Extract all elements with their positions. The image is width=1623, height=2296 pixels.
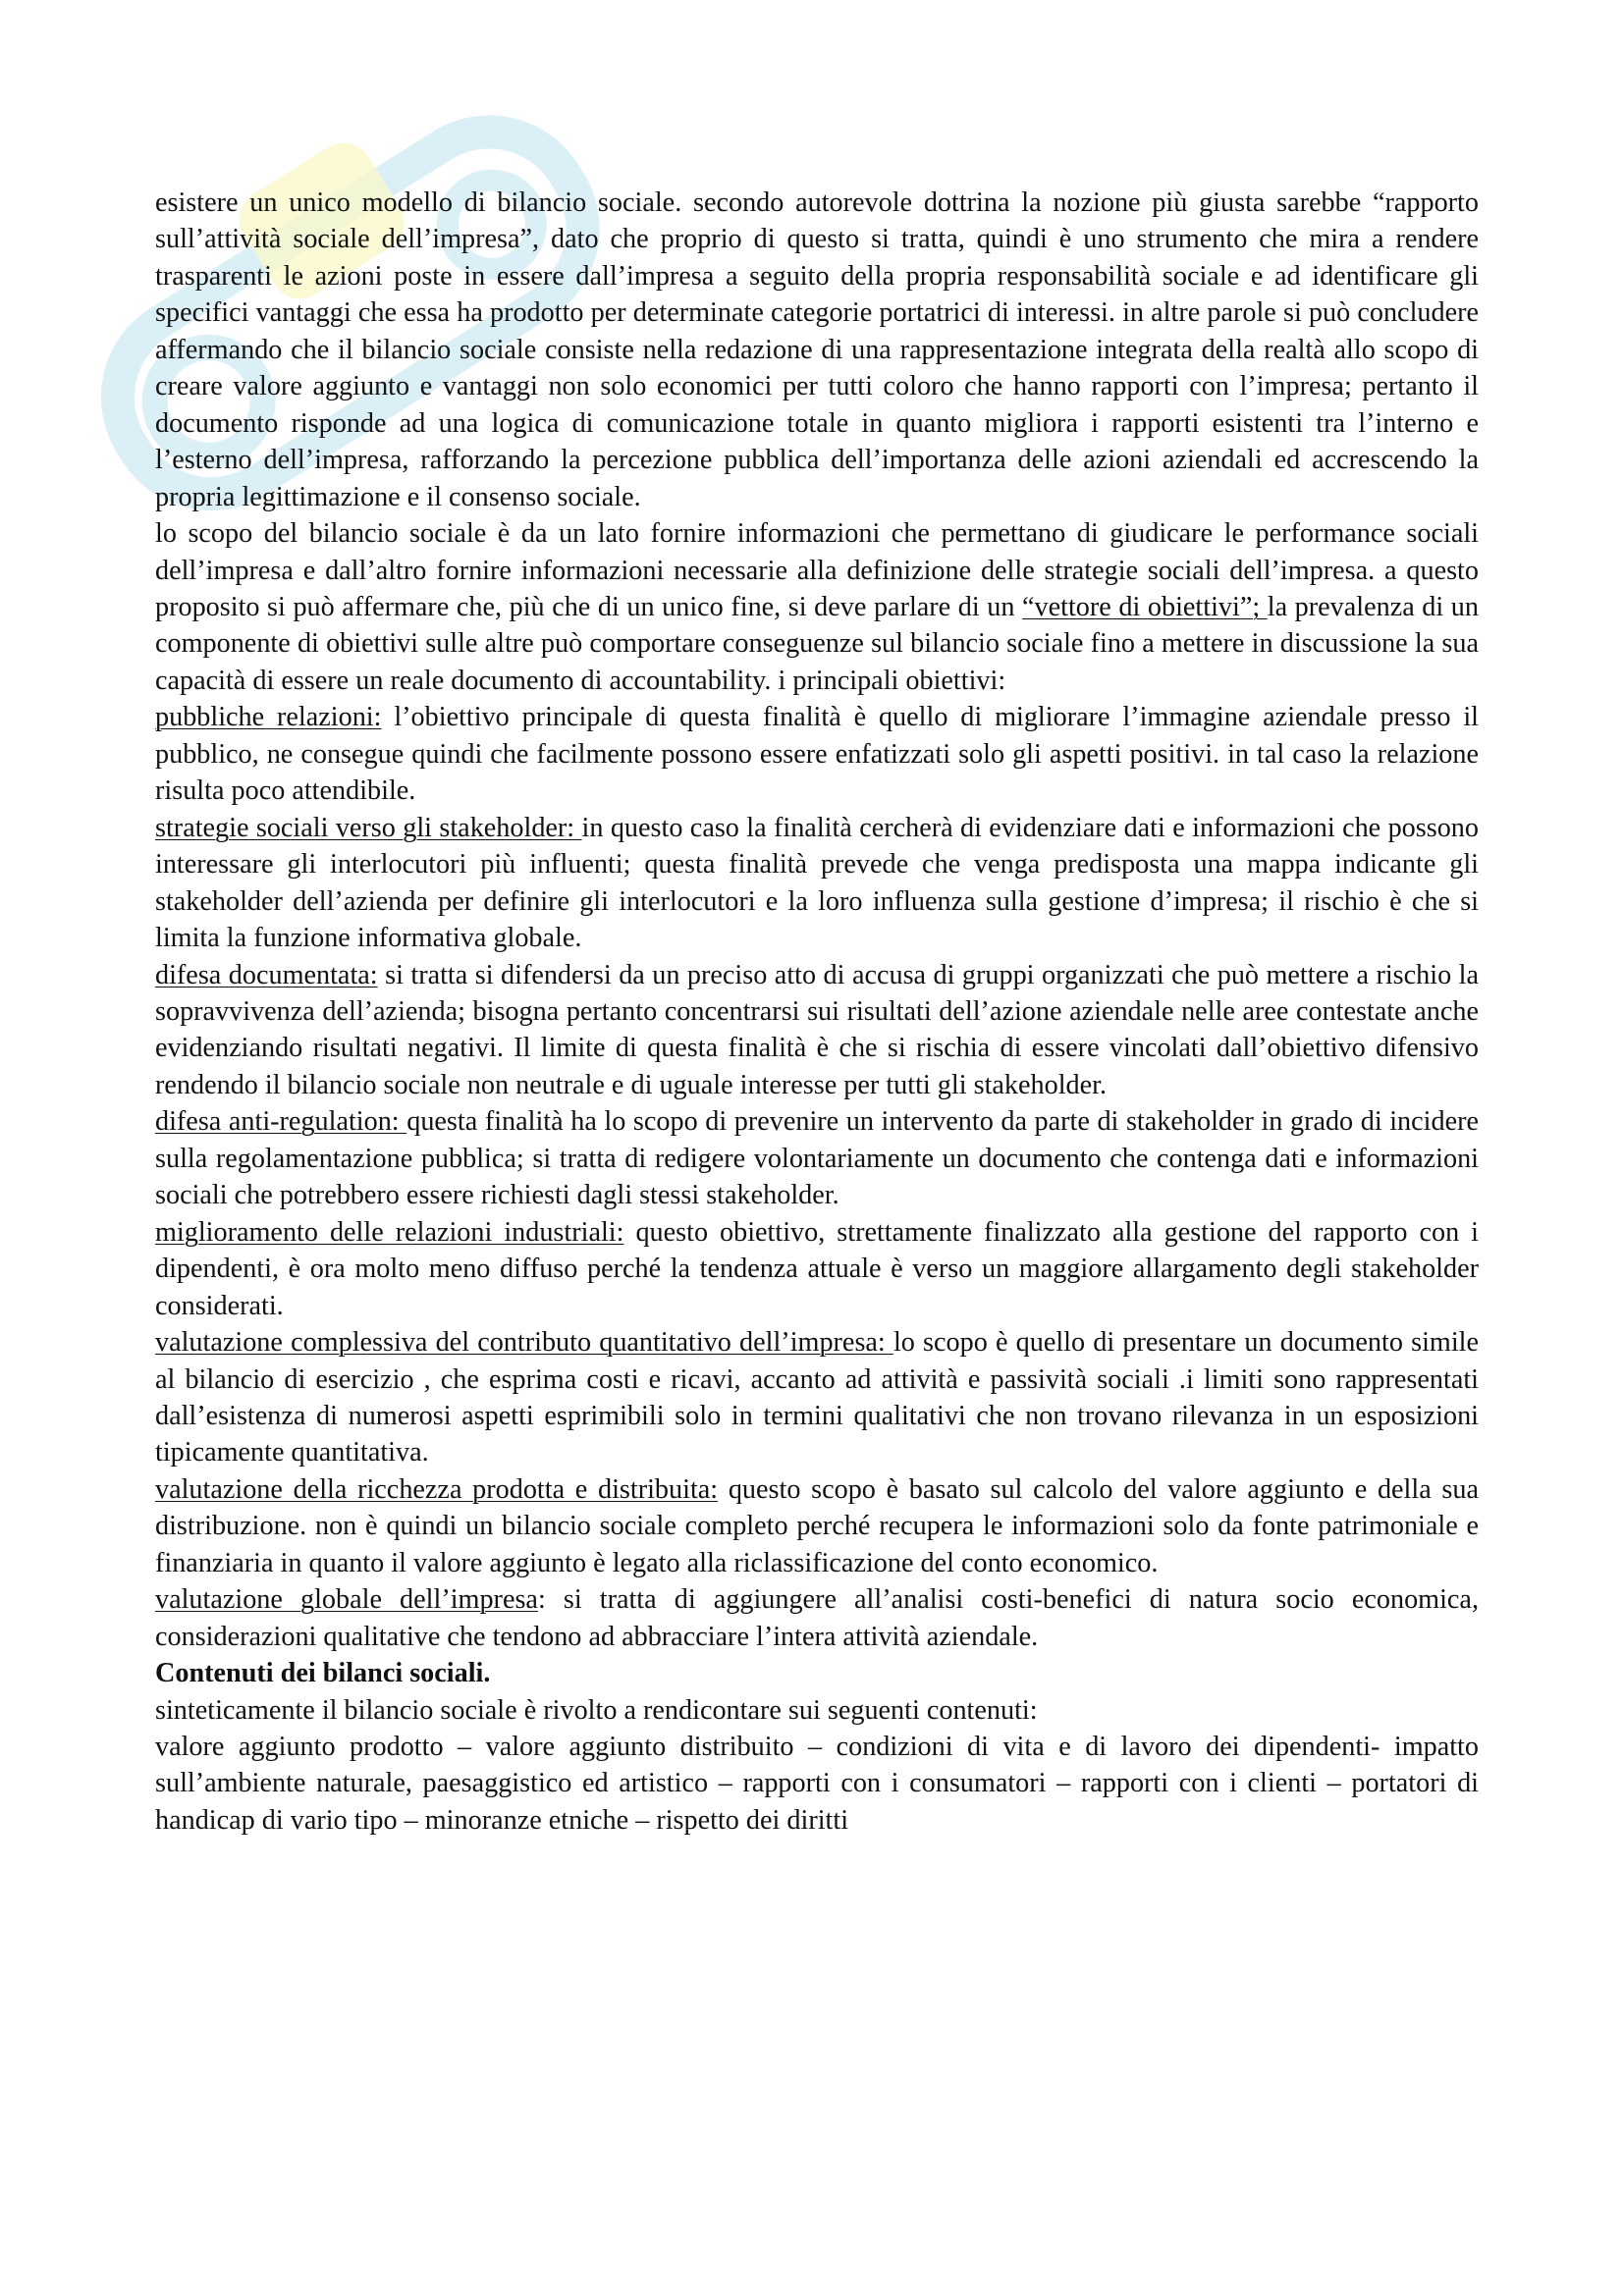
objective-text: si tratta si difendersi da un preciso atto di accusa di gruppi organizzati che può mettere a rischio la sopravvivenza dell’azienda; bisogna pertanto concentrarsi sui risultati dell’azione aziendale nelle aree contestate anche evidenziando risultati negativi. Il limite di questa finalità è che si rischia di essere vincolati dall’obiettivo difensivo rendendo il bilancio sociale non neutrale e di uguale interesse per tutti gli stakeholder.	[155, 959, 1479, 1100]
objective-term: difesa documentata:	[155, 959, 378, 990]
objective-stakeholder-strategies	[155, 810, 1479, 957]
section-contents: valore aggiunto prodotto – valore aggiunto distribuito – condizioni di vita e di lavoro dei dipendenti- impatto sull’ambiente naturale, paesaggistico ed artistico – rapporti con i consumatori – rapporti con i clienti – portatori di handicap di vario tipo – minoranze etniche – rispetto dei diritti	[155, 1732, 1479, 1836]
objective-term: pubbliche relazioni:	[155, 702, 382, 733]
purpose-text-before: lo scopo del bilancio sociale è da un lato fornire informazioni che permettano di giudicare le performance sociali dell’impresa e dall’altro fornire informazioni necessarie alla definizione delle strategie sociali dell’impresa. a questo proposito si può affermare che, più che di un unico fine, si deve parlare di un	[155, 518, 1479, 622]
objective-text: questo scopo è basato sul calcolo del valore aggiunto e della sua distribuzione. non è quindi un bilancio sociale completo perché recupera le informazioni solo da fonte patrimoniale e finanziaria in quanto il valore aggiunto è legato alla riclassificazione del conto economico.	[155, 1473, 1480, 1578]
objective-industrial-relations	[155, 1214, 1479, 1324]
purpose-text-after: la prevalenza di un componente di obiettivi sulle altre può comportare conseguenze sul bilancio sociale fino a mettere in discussione la sua capacità di essere un reale documento di accountability. i principali obiettivi:	[155, 591, 1479, 696]
objective-global-evaluation	[155, 1581, 1479, 1655]
objective-text: questo obiettivo, strettamente finalizzato alla gestione del rapporto con i dipendenti, è ora molto meno diffuso perché la tendenza attuale è verso un maggiore allargamento degli stakeholder considerati.	[155, 1216, 1479, 1321]
objective-text: l’obiettivo principale di questa finalità è quello di migliorare l’immagine aziendale presso il pubblico, ne consegue quindi che facilmente possono essere enfatizzati solo gli aspetti positivi. in tal caso la relazione risulta poco attendibile.	[155, 702, 1479, 807]
objective-anti-regulation	[155, 1103, 1479, 1213]
purpose-paragraph	[155, 515, 1479, 699]
objective-public-relations	[155, 699, 1479, 809]
objective-wealth-distribution	[155, 1471, 1479, 1581]
objective-text: in questo caso la finalità cercherà di evidenziare dati e informazioni che possono interessare gli interlocutori più influenti; questa finalità prevede che venga predisposta una mappa indicante gli stakeholder dell’azienda per definire gli interlocutori e la loro influenza sulla gestione d’impresa; il rischio è che si limita la funzione informativa globale.	[155, 812, 1479, 954]
section-intro: sinteticamente il bilancio sociale è rivolto a rendicontare sui seguenti contenuti:	[155, 1694, 1038, 1726]
objective-term: valutazione della ricchezza prodotta e distribuita:	[155, 1473, 719, 1505]
objective-documented-defense	[155, 957, 1479, 1104]
objective-term: strategie sociali verso gli stakeholder:	[155, 812, 582, 843]
objective-term: difesa anti-regulation:	[155, 1106, 407, 1138]
objective-text: : si tratta di aggiungere all’analisi costi-benefici di natura socio economica, considerazioni qualitative che tendono ad abbracciare l’intera attività aziendale.	[155, 1584, 1479, 1652]
objective-term: miglioramento delle relazioni industriali:	[155, 1216, 624, 1248]
objective-quantitative-contribution	[155, 1324, 1479, 1471]
objective-text: questa finalità ha lo scopo di prevenire un intervento da parte di stakeholder in grado di incidere sulla regolamentazione pubblica; si tratta di redigere volontariamente un documento che contenga dati e informazioni sociali che potrebbero essere richiesti dagli stessi stakeholder.	[155, 1106, 1479, 1211]
document-page	[155, 185, 1479, 1839]
purpose-underlined-term: “vettore di obiettivi”;	[1022, 591, 1268, 622]
intro-paragraph: esistere un unico modello di bilancio sociale. secondo autorevole dottrina la nozione più giusta sarebbe “rapporto sull’attività sociale dell’impresa”, dato che proprio di questo si tratta, quindi è uno strumento che mira a rendere trasparenti le azioni poste in essere dall’impresa a seguito della propria responsabilità sociale e ad identificare gli specifici vantaggi che essa ha prodotto per determinate categorie portatrici di interessi. in altre parole si può concludere affermando che il bilancio sociale consiste nella redazione di una rappresentazione integrata della realtà allo scopo di creare valore aggiunto e vantaggi non solo economici per tutti coloro che hanno rapporti con l’impresa; pertanto il documento risponde ad una logica di comunicazione totale in quanto migliora i rapporti esistenti tra l’interno e l’esterno dell’impresa, rafforzando la percezione pubblica dell’importanza delle azioni aziendali ed accrescendo la propria legittimazione e il consenso sociale.	[155, 187, 1479, 512]
section-heading: Contenuti dei bilanci sociali.	[155, 1658, 491, 1689]
objective-text: lo scopo è quello di presentare un documento simile al bilancio di esercizio , che esprima costi e ricavi, accanto ad attività e passività sociali .i limiti sono rappresentati dall’esistenza di numerosi aspetti esprimibili solo in termini qualitativi che non trovano rilevanza in un esposizioni tipicamente quantitativa.	[155, 1327, 1480, 1468]
objective-term: valutazione complessiva del contributo quantitativo dell’impresa:	[155, 1327, 893, 1359]
objective-term: valutazione globale dell’impresa	[155, 1584, 538, 1616]
